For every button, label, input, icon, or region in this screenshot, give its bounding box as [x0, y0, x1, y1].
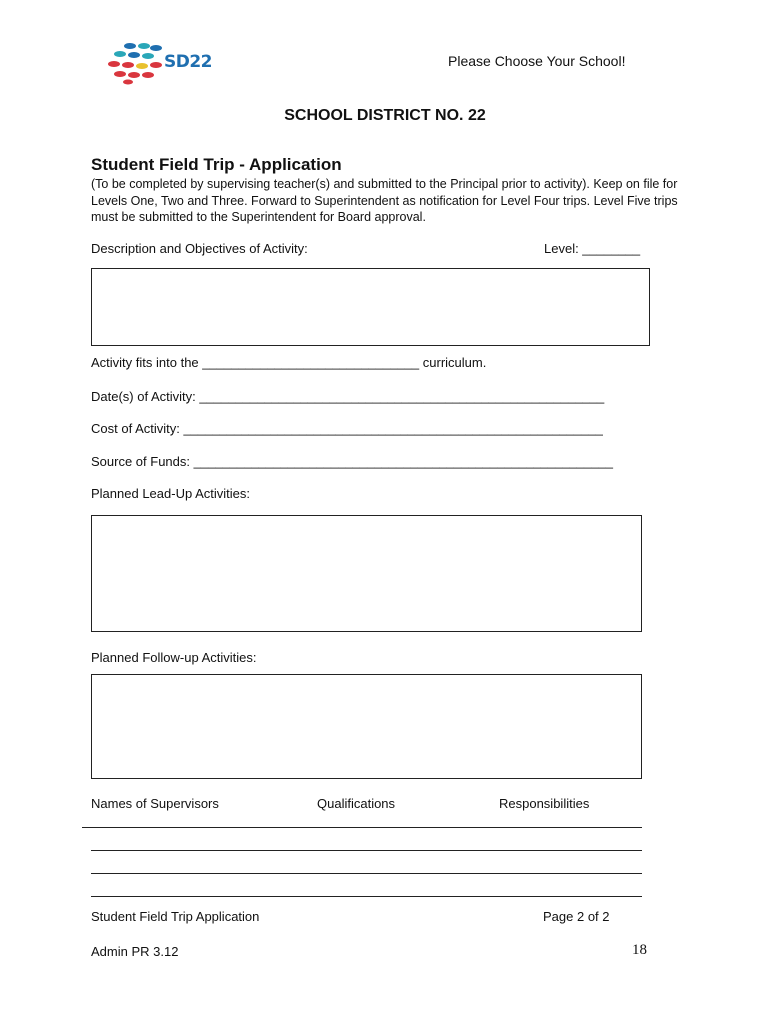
footer-form-name: Student Field Trip Application [91, 909, 260, 924]
description-label: Description and Objectives of Activity: [91, 241, 308, 256]
supervisor-line-2[interactable] [91, 850, 642, 851]
followup-textarea[interactable] [91, 674, 642, 779]
supervisor-line-4[interactable] [91, 896, 642, 897]
col-header-qualifications: Qualifications [317, 796, 396, 811]
cost-field[interactable]: Cost of Activity: __________________________________________________________ [91, 421, 603, 436]
logo-wordmark: SD22 [164, 52, 213, 72]
dates-field[interactable]: Date(s) of Activity: ________________________________________________________ [91, 389, 605, 404]
form-instructions: (To be completed by supervising teacher(s) and submitted to the Principal prior to activity). Keep on file for Levels One, Two and Three. Forward to Superintendent as notification for Level Four trips. Level Five trips must be submitted to the Superintendent for Board approval. [91, 177, 678, 224]
sd22-logo [106, 40, 216, 86]
leadup-label: Planned Lead-Up Activities: [91, 486, 250, 501]
supervisor-line-3[interactable] [91, 873, 642, 874]
page-number: 18 [632, 942, 647, 958]
followup-label: Planned Follow-up Activities: [91, 650, 257, 665]
description-textarea[interactable] [91, 268, 650, 346]
school-select[interactable]: Please Choose Your School! [448, 53, 626, 69]
curriculum-field[interactable]: Activity fits into the ______________________________ curriculum. [91, 355, 487, 370]
footer-page-label: Page 2 of 2 [543, 909, 610, 924]
supervisor-line-1[interactable] [82, 827, 642, 828]
fish-school-icon [106, 40, 166, 86]
footer-admin-code: Admin PR 3.12 [91, 944, 179, 959]
funds-field[interactable]: Source of Funds: __________________________________________________________ [91, 454, 613, 469]
form-title: Student Field Trip - Application [91, 155, 342, 174]
col-header-names: Names of Supervisors [91, 796, 219, 811]
leadup-textarea[interactable] [91, 515, 642, 632]
col-header-responsibilities: Responsibilities [499, 796, 590, 811]
level-field[interactable]: Level: ________ [544, 241, 641, 256]
district-title: SCHOOL DISTRICT NO. 22 [284, 107, 486, 124]
